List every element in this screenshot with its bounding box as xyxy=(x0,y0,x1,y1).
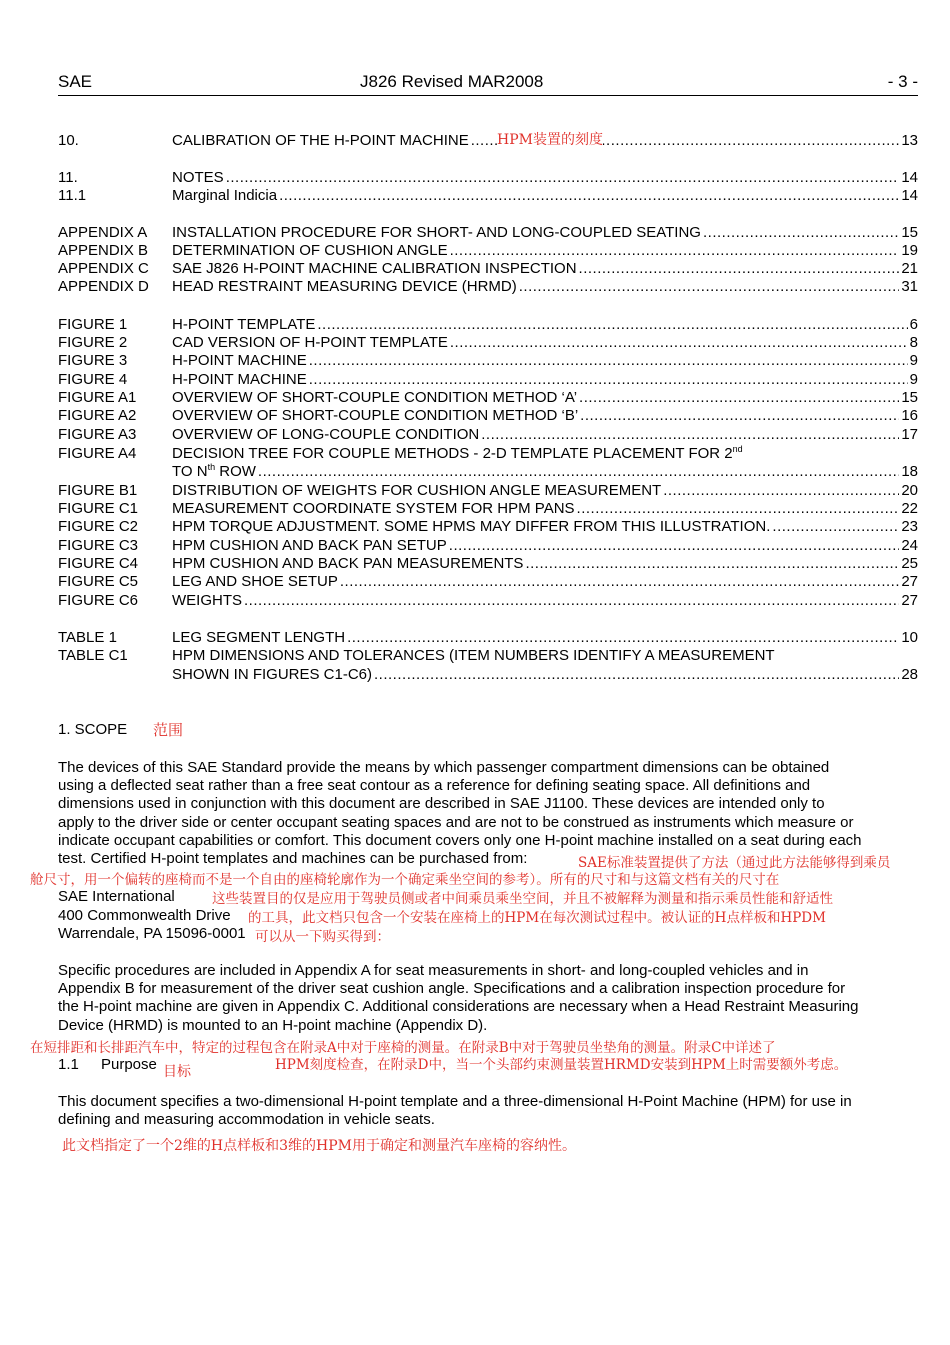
header-page-number: - 3 - xyxy=(887,72,918,91)
toc-entry[interactable]: APPENDIX D HEAD RESTRAINT MEASURING DEVICE (HRMD) ..... 31 xyxy=(58,278,918,296)
annotation-cn: 目标 xyxy=(163,1064,191,1080)
toc-entry[interactable]: 10. CALIBRATION OF THE H-POINT MACHINE ..... 13 xyxy=(58,132,918,150)
annotation-cn: 舱尺寸，用一个偏转的座椅而不是一个自由的座椅轮廓作为一个确定乘坐空间的参考）。所有的尺寸和与这篇文档有关的尺寸在 xyxy=(30,872,780,888)
toc-entry[interactable]: FIGURE C1 MEASUREMENT COORDINATE SYSTEM FOR HPM PANS ..... 22 xyxy=(58,500,918,518)
subsection-number: 1.1 xyxy=(58,1056,79,1073)
toc-entry[interactable]: TABLE C1 HPM DIMENSIONS AND TOLERANCES (ITEM NUMBERS IDENTIFY A MEASUREMENT xyxy=(58,647,775,664)
toc-entry[interactable]: FIGURE C2 HPM TORQUE ADJUSTMENT. SOME HPMS MAY DIFFER FROM THIS ILLUSTRATION. ..... 23 xyxy=(58,518,918,536)
toc-entry[interactable]: FIGURE C4 HPM CUSHION AND BACK PAN MEASUREMENTS ..... 25 xyxy=(58,555,918,573)
section-heading-scope: 1. SCOPE xyxy=(58,721,128,738)
toc-page: 13 xyxy=(901,132,918,149)
annotation-cn: 范围 xyxy=(153,721,184,739)
annotation-cn: 此文档指定了一个2维的H点样板和3维的HPM用于确定和测量汽车座椅的容纳性。 xyxy=(62,1138,576,1154)
toc-entry[interactable]: FIGURE C5 LEG AND SHOE SETUP ..... 27 xyxy=(58,573,918,591)
toc-entry[interactable]: FIGURE C6 WEIGHTS ..... 27 xyxy=(58,592,918,610)
toc-entry[interactable]: 11. NOTES ..... 14 xyxy=(58,169,918,187)
scope-paragraph-1: The devices of this SAE Standard provide the means by which passenger compartment dimensions can be obtained using a deflected seat rather than a free seat contour as a reference for defining seating space. All definitions and dimensions used in conjunction with this document are described in SAE J1100. These devices are intended only to apply to the driver side or center occupant seating spaces and are not to be construed as instruments which measure or indicate occupant capabilities or comfort. This document covers only one H-point machine installed on a seat during each test. Certified H-point templates and machines can be purchased from: xyxy=(58,759,862,868)
toc-entry[interactable]: FIGURE A3 OVERVIEW OF LONG-COUPLE CONDITION ..... 17 xyxy=(58,426,918,444)
toc-entry-continued[interactable]: SHOWN IN FIGURES C1-C6) ..... 28 xyxy=(58,666,918,684)
annotation-cn: HPM装置的刻度 xyxy=(497,129,603,149)
toc-entry[interactable]: TABLE 1 LEG SEGMENT LENGTH ..... 10 xyxy=(58,629,918,647)
toc-entry[interactable]: FIGURE 1 H-POINT TEMPLATE ..... 6 xyxy=(58,316,918,334)
toc-entry[interactable]: FIGURE C3 HPM CUSHION AND BACK PAN SETUP ..... 24 xyxy=(58,537,918,555)
annotation-cn: 在短排距和长排距汽车中，特定的过程包含在附录A中对于座椅的测量。在附录B中对于驾驶员坐垫角的测量。附录C中详述了 xyxy=(30,1040,776,1056)
toc-entry[interactable]: FIGURE A1 OVERVIEW OF SHORT-COUPLE CONDITION METHOD ‘A’ ..... 15 xyxy=(58,389,918,407)
annotation-cn: HPM刻度检查，在附录D中，当一个头部约束测量装置HRMD安装到HPM上时需要额外考虑。 xyxy=(275,1057,848,1073)
header-center: J826 Revised MAR2008 xyxy=(360,72,544,91)
toc-title: CALIBRATION OF THE H-POINT MACHINE xyxy=(172,132,469,149)
toc-entry[interactable]: FIGURE B1 DISTRIBUTION OF WEIGHTS FOR CUSHION ANGLE MEASUREMENT ..... 20 xyxy=(58,482,918,500)
scope-paragraph-2: Specific procedures are included in Appendix A for seat measurements in short- and long-coupled vehicles and in Appendix B for measurement of the driver seat cushion angle. Specifications and a calibration inspection procedure for the H-point machine are given in Appendix C. Additional considerations are necessary when a Head Restraint Measuring Device (HRMD) is mounted to an H-point machine (Appendix D). xyxy=(58,962,859,1034)
address-block: SAE International 400 Commonwealth Drive Warrendale, PA 15096-0001 xyxy=(58,888,246,942)
annotation-cn: 这些装置目的仅是应用于驾驶员侧或者中间乘员乘坐空间，并且不被解释为测量和指示乘员性能和舒适性 xyxy=(212,891,833,907)
toc-entry[interactable]: 11.1 Marginal Indicia ..... 14 xyxy=(58,187,918,205)
toc-entry[interactable]: FIGURE A4 DECISION TREE FOR COUPLE METHODS - 2-D TEMPLATE PLACEMENT FOR 2nd xyxy=(58,445,743,462)
purpose-paragraph: This document specifies a two-dimensional H-point template and a three-dimensional H-Point Machine (HPM) for use in defining and measuring accommodation in vehicle seats. xyxy=(58,1093,852,1129)
subsection-title-purpose: Purpose xyxy=(101,1056,157,1073)
toc-entry[interactable]: APPENDIX B DETERMINATION OF CUSHION ANGLE ..... 19 xyxy=(58,242,918,260)
toc-entry[interactable]: FIGURE 2 CAD VERSION OF H-POINT TEMPLATE ..... 8 xyxy=(58,334,918,352)
toc-entry[interactable]: APPENDIX A INSTALLATION PROCEDURE FOR SHORT- AND LONG-COUPLED SEATING ..... 15 xyxy=(58,224,918,242)
header-rule xyxy=(58,95,918,96)
toc-entry[interactable]: APPENDIX C SAE J826 H-POINT MACHINE CALIBRATION INSPECTION ..... 21 xyxy=(58,260,918,278)
toc-entry[interactable]: FIGURE 3 H-POINT MACHINE ..... 9 xyxy=(58,352,918,370)
annotation-cn: SAE标准装置提供了方法（通过此方法能够得到乘员 xyxy=(578,855,891,871)
toc-entry-continued[interactable]: TO $N^{th}$ ROW ..... 18 xyxy=(58,463,918,481)
annotation-cn: 的工具，此文档只包含一个安装在座椅上的HPM在每次测试过程中。被认证的H点样板和HPDM xyxy=(248,910,826,926)
toc-entry[interactable]: FIGURE A2 OVERVIEW OF SHORT-COUPLE CONDITION METHOD ‘B’ ..... 16 xyxy=(58,407,918,425)
header-left: SAE xyxy=(58,72,93,91)
annotation-cn: 可以从一下购买得到： xyxy=(255,929,390,945)
toc-entry[interactable]: FIGURE 4 H-POINT MACHINE ..... 9 xyxy=(58,371,918,389)
